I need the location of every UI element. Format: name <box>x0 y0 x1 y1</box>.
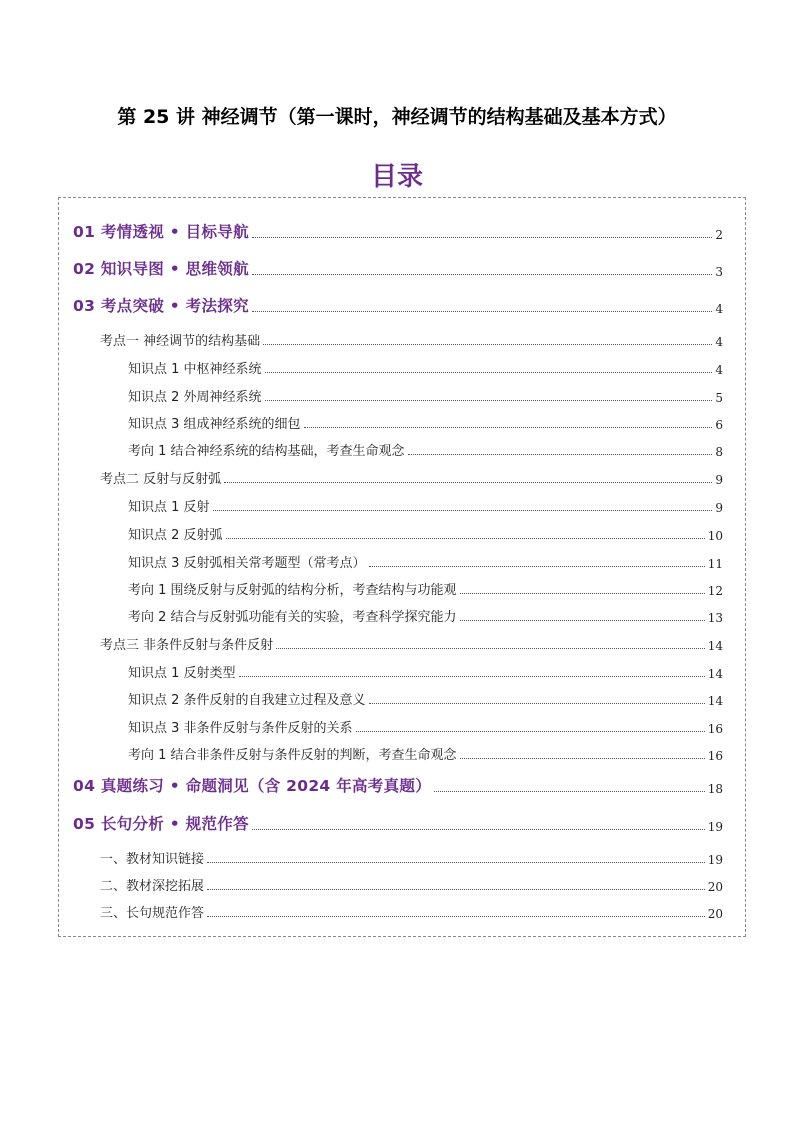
toc-entry-knowledge-1-1[interactable] <box>128 358 723 377</box>
toc-entry-page: 4 <box>715 302 723 316</box>
toc-entry-topic-1[interactable] <box>100 330 723 349</box>
dot-leader <box>369 565 705 567</box>
toc-entry-page: 14 <box>707 694 723 708</box>
toc-entry-topic-2[interactable] <box>100 468 723 487</box>
toc-entry-page: 20 <box>707 907 723 921</box>
toc-entry-subsection-1[interactable] <box>100 848 723 867</box>
toc-entry-label: 一、教材知识链接 <box>100 852 205 867</box>
dot-leader <box>207 888 705 890</box>
dot-leader <box>252 273 712 275</box>
toc-entry-section-04[interactable] <box>73 774 723 796</box>
dot-leader <box>276 647 705 649</box>
toc-entry-page: 5 <box>715 391 723 405</box>
toc-entry-label: 知识点 3 组成神经系统的细包 <box>128 417 301 432</box>
toc-entry-page: 10 <box>707 529 723 543</box>
toc-entry-direction-1-1[interactable] <box>128 440 723 459</box>
toc-entry-page: 3 <box>715 265 723 279</box>
toc-entry-label: 考向 1 围绕反射与反射弧的结构分析，考查结构与功能观 <box>128 583 457 598</box>
toc-entry-section-05[interactable] <box>73 812 723 834</box>
toc-entry-subsection-3[interactable] <box>100 902 723 921</box>
toc-entry-section-01[interactable] <box>73 220 723 242</box>
dot-leader <box>356 730 705 732</box>
toc-entry-label: 知识点 1 反射 <box>128 500 210 515</box>
toc-entry-page: 9 <box>715 473 723 487</box>
dot-leader <box>239 675 705 677</box>
dot-leader <box>265 371 713 373</box>
toc-entry-label: 三、长句规范作答 <box>100 906 205 921</box>
toc-entry-page: 4 <box>715 335 723 349</box>
toc-entry-label: 01 考情透视 • 目标导航 <box>73 223 249 241</box>
toc-entry-page: 19 <box>707 820 723 834</box>
toc-entry-label: 知识点 3 反射弧相关常考题型（常考点） <box>128 556 366 571</box>
toc-entry-direction-3-1[interactable] <box>128 744 723 763</box>
dot-leader <box>252 310 712 312</box>
toc-entry-label: 知识点 3 非条件反射与条件反射的关系 <box>128 721 353 736</box>
toc-entry-label: 考点二 反射与反射弧 <box>100 472 222 487</box>
toc-entry-section-02[interactable] <box>73 257 723 279</box>
toc-entry-knowledge-1-2[interactable] <box>128 386 723 405</box>
toc-entry-page: 2 <box>715 228 723 242</box>
toc-entry-page: 20 <box>707 880 723 894</box>
toc-entry-subsection-2[interactable] <box>100 875 723 894</box>
toc-entry-label: 知识点 1 反射类型 <box>128 666 236 681</box>
dot-leader <box>207 915 705 917</box>
toc-entry-label: 02 知识导图 • 思维领航 <box>73 260 249 278</box>
toc-entry-label: 知识点 2 条件反射的自我建立过程及意义 <box>128 693 366 708</box>
dot-leader <box>213 509 713 511</box>
dot-leader <box>460 757 705 759</box>
toc-entry-label: 知识点 2 外周神经系统 <box>128 390 262 405</box>
toc-entry-page: 12 <box>707 584 723 598</box>
toc-entry-knowledge-3-2[interactable] <box>128 689 723 708</box>
toc-entry-page: 14 <box>707 667 723 681</box>
dot-leader <box>226 537 705 539</box>
toc-entry-label: 04 真题练习 • 命题洞见（含 2024 年高考真题） <box>73 777 431 795</box>
toc-entry-page: 11 <box>707 557 723 571</box>
toc-entry-page: 4 <box>715 363 723 377</box>
toc-entry-label: 知识点 2 反射弧 <box>128 528 223 543</box>
dot-leader <box>304 426 713 428</box>
toc-entry-label: 考向 2 结合与反射弧功能有关的实验，考查科学探究能力 <box>128 610 457 625</box>
toc-entry-page: 6 <box>715 418 723 432</box>
toc-entry-label: 05 长句分析 • 规范作答 <box>73 815 249 833</box>
dot-leader <box>460 619 705 621</box>
toc-entry-label: 03 考点突破 • 考法探究 <box>73 297 249 315</box>
toc-entry-knowledge-3-3[interactable] <box>128 717 723 736</box>
dot-leader <box>263 343 712 345</box>
dot-leader <box>252 828 705 830</box>
toc-entry-page: 8 <box>715 445 723 459</box>
dot-leader <box>434 790 705 792</box>
toc-entry-label: 知识点 1 中枢神经系统 <box>128 362 262 377</box>
dot-leader <box>224 481 712 483</box>
toc-entry-page: 16 <box>707 749 723 763</box>
toc-entry-page: 13 <box>707 611 723 625</box>
dot-leader <box>408 453 713 455</box>
dot-leader <box>207 861 705 863</box>
toc-entry-label: 考向 1 结合非条件反射与条件反射的判断，考查生命观念 <box>128 748 457 763</box>
dot-leader <box>369 702 705 704</box>
toc-entry-direction-2-2[interactable] <box>128 606 723 625</box>
toc-entry-section-03[interactable] <box>73 294 723 316</box>
toc-entry-page: 9 <box>715 501 723 515</box>
toc-entry-label: 考点一 神经调节的结构基础 <box>100 334 261 349</box>
toc-entry-label: 考向 1 结合神经系统的结构基础，考查生命观念 <box>128 444 405 459</box>
toc-entry-direction-2-1[interactable] <box>128 579 723 598</box>
document-title: 第 25 讲 神经调节（第一课时，神经调节的结构基础及基本方式） <box>117 106 677 128</box>
dot-leader <box>252 236 712 238</box>
toc-box <box>58 197 746 937</box>
toc-entry-knowledge-2-2[interactable] <box>128 524 723 543</box>
toc-entry-knowledge-3-1[interactable] <box>128 662 723 681</box>
toc-entry-label: 二、教材深挖拓展 <box>100 879 205 894</box>
dot-leader <box>460 592 705 594</box>
dot-leader <box>265 399 713 401</box>
toc-entry-topic-3[interactable] <box>100 634 723 653</box>
toc-entry-knowledge-2-3[interactable] <box>128 552 723 571</box>
toc-entry-knowledge-1-3[interactable] <box>128 413 723 432</box>
toc-entry-page: 16 <box>707 722 723 736</box>
toc-entry-page: 14 <box>707 639 723 653</box>
toc-entry-knowledge-2-1[interactable] <box>128 496 723 515</box>
toc-entry-page: 18 <box>707 782 723 796</box>
toc-entry-page: 19 <box>707 853 723 867</box>
toc-heading: 目录 <box>370 162 423 192</box>
toc-entry-label: 考点三 非条件反射与条件反射 <box>100 638 274 653</box>
